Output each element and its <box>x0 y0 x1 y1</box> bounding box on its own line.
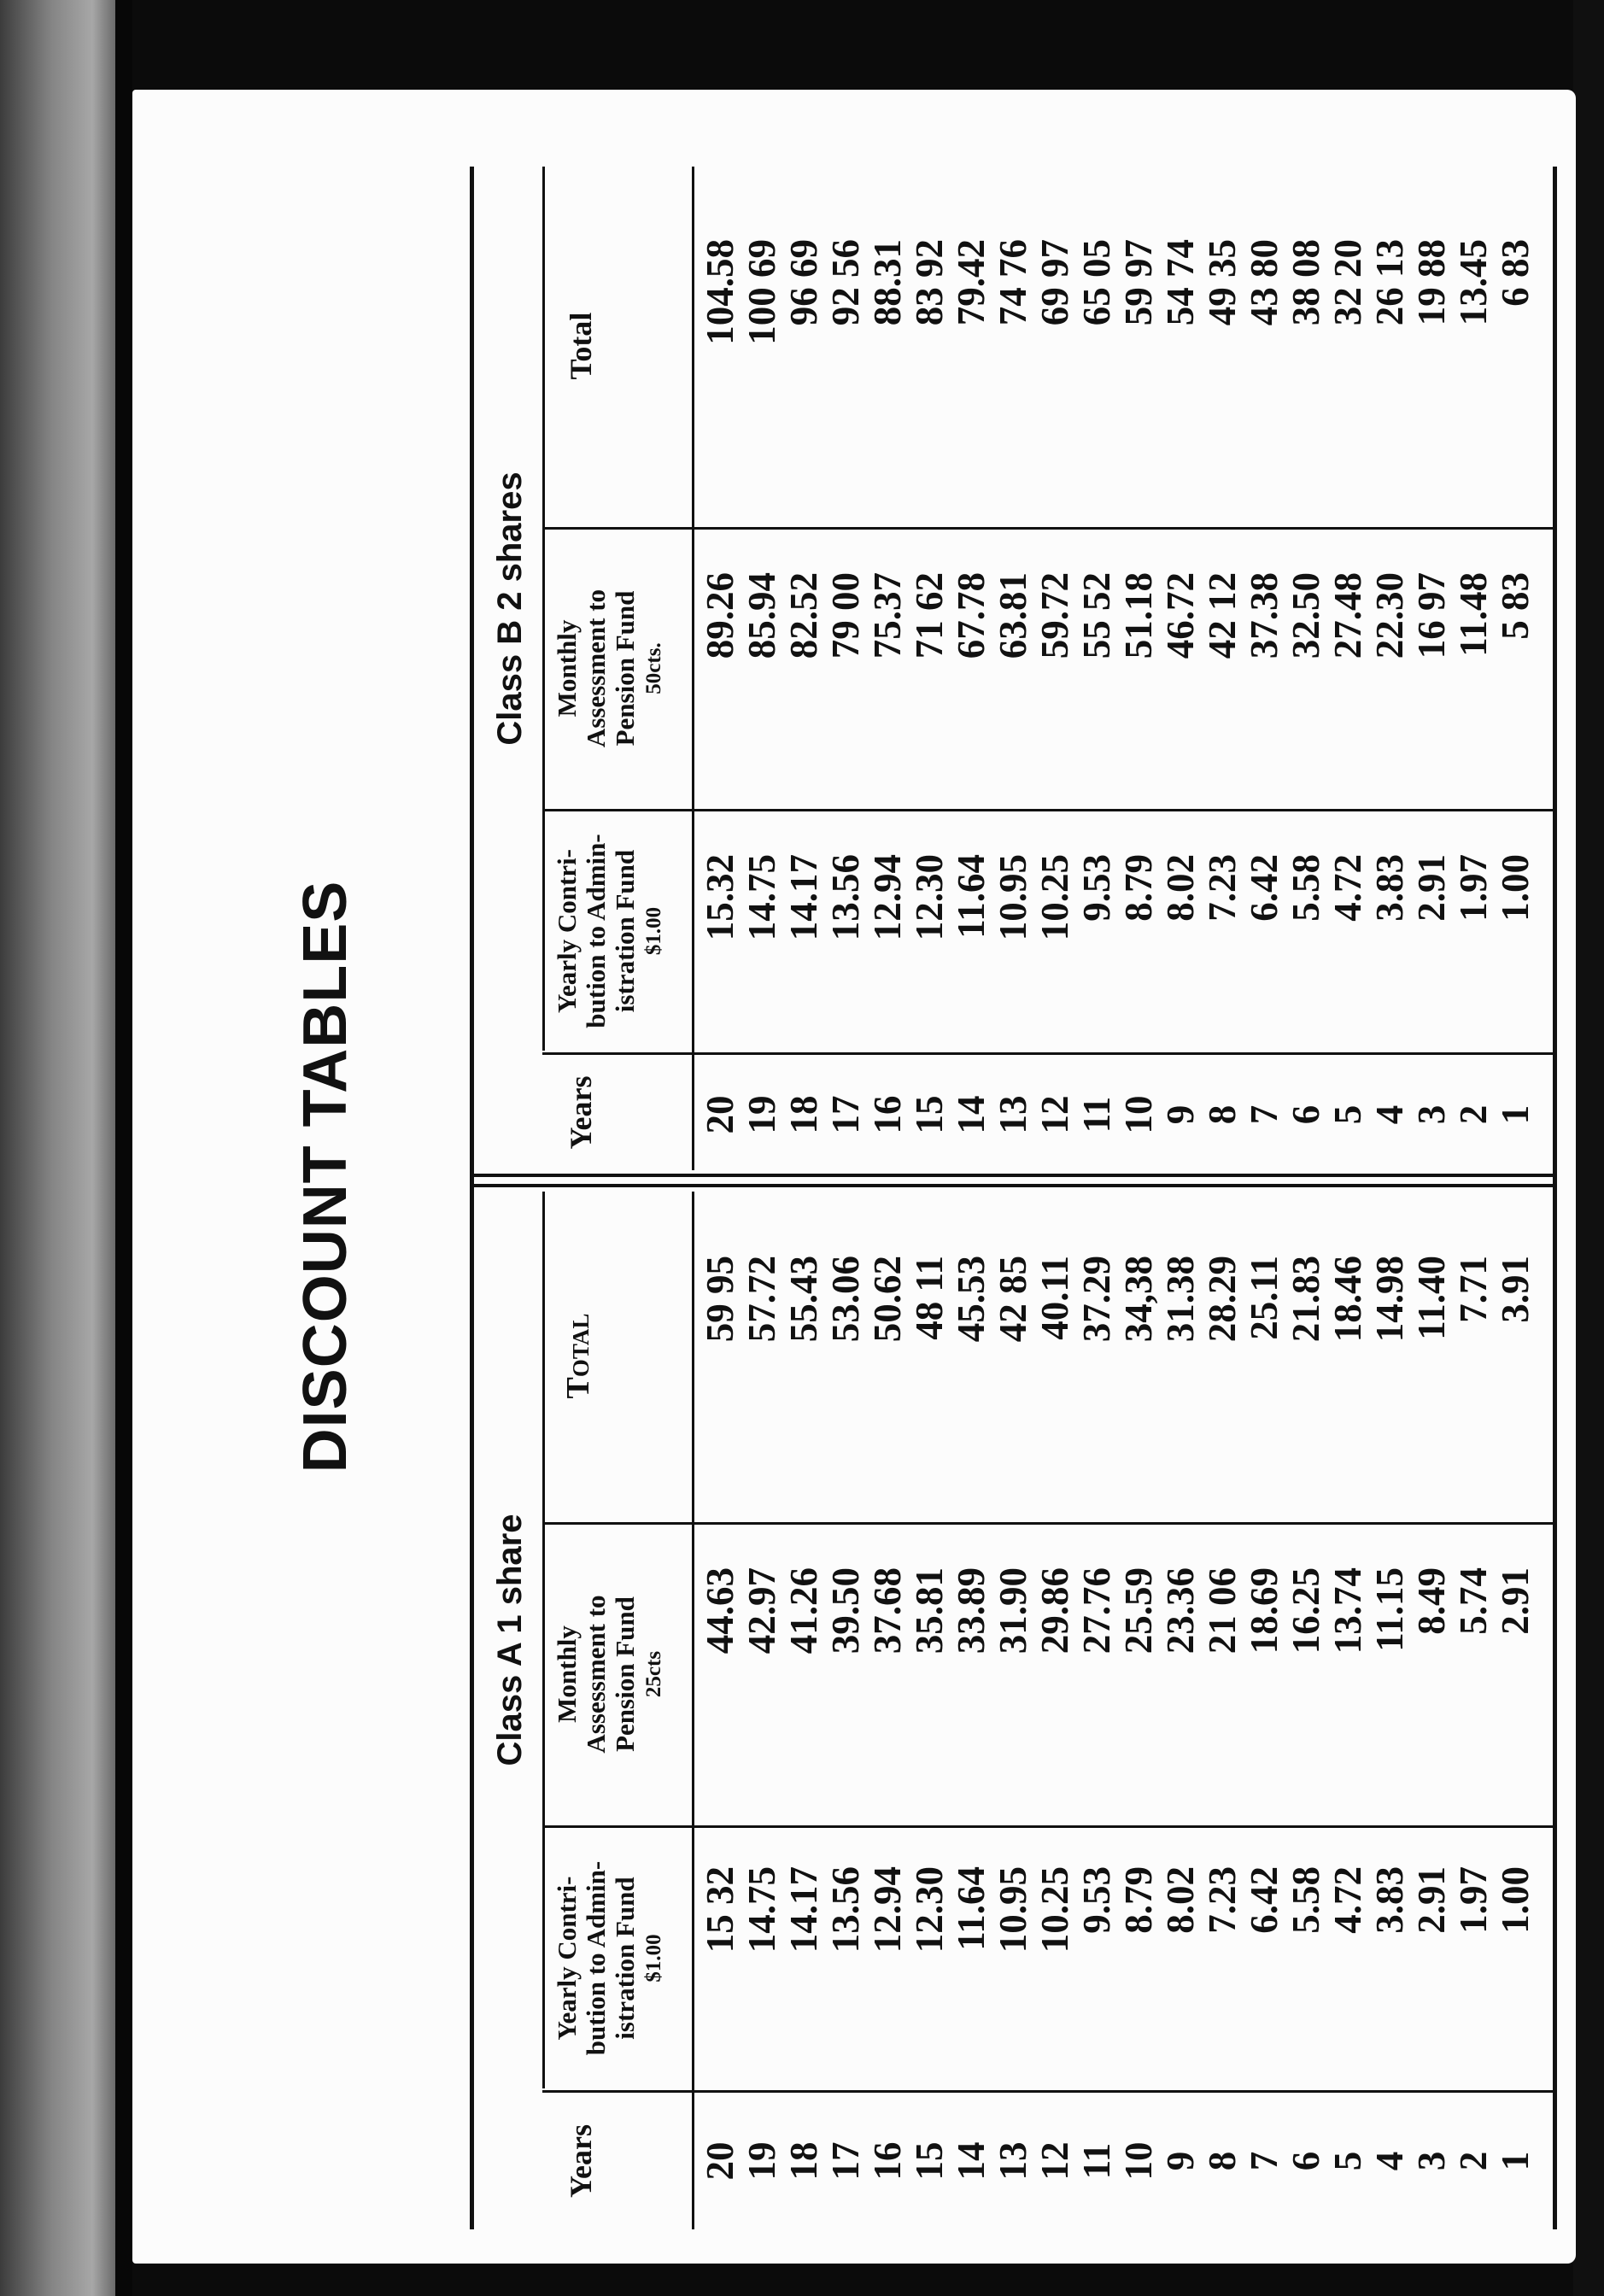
class-b-years-cell: 17 <box>824 1095 867 1134</box>
class-b-monthly-cell: 42 12 <box>1201 572 1244 659</box>
class-b-yearly-cell: 10.25 <box>1033 854 1076 941</box>
class-a-monthly-cell: 42.97 <box>741 1567 783 1655</box>
class-a-monthly-column <box>700 1567 1537 1819</box>
class-b-total-cell: 96 69 <box>782 239 825 326</box>
class-a-years-cell: 13 <box>992 2141 1034 2181</box>
class-a-years-cell: 4 <box>1368 2151 1411 2171</box>
class-a-yearly-cell: 11.64 <box>950 1866 992 1951</box>
class-a-years-cell: 14 <box>950 2141 992 2181</box>
class-a-total-cell: 25.11 <box>1243 1256 1285 1340</box>
class-b-monthly-cell: 51.18 <box>1117 572 1160 659</box>
class-b-monthly-header <box>553 530 669 807</box>
class-b-years-cell: 19 <box>741 1095 783 1134</box>
class-a-yearly-cell: 10.25 <box>1033 1866 1076 1953</box>
class-b-years-cell: 14 <box>950 1095 992 1134</box>
class-a-years-cell: 17 <box>824 2141 867 2181</box>
class-b-total-cell: 13.45 <box>1452 239 1495 326</box>
class-a-total-cell: 21.83 <box>1285 1256 1327 1343</box>
class-b-years-header: Years <box>564 1075 598 1150</box>
class-a-years-cell: 3 <box>1410 2151 1453 2171</box>
class-a-yearly-cell: 7.23 <box>1201 1866 1244 1934</box>
class-a-years-cell: 12 <box>1033 2141 1076 2181</box>
class-a-monthly-cell: 23.36 <box>1159 1567 1202 1655</box>
class-a-yearly-cell: 6.42 <box>1243 1866 1285 1934</box>
class-b-yearly-cell: 6.42 <box>1243 854 1285 922</box>
class-a-yearly-cell: 4.72 <box>1326 1866 1369 1934</box>
class-b-yearly-cell: 1.00 <box>1494 854 1537 922</box>
class-a-yearly-cell: 5.58 <box>1285 1866 1327 1934</box>
class-a-total-cell: 59 95 <box>699 1256 741 1343</box>
class-b-monthly-cell: 82.52 <box>782 572 825 659</box>
class-a-monthly-cell: 16.25 <box>1285 1567 1327 1655</box>
class-b-yearly-header <box>553 811 669 1051</box>
class-b-monthly-cell: 71 62 <box>908 572 951 659</box>
class-b-total-cell: 54 74 <box>1159 239 1202 326</box>
class-a-col-sep-2 <box>542 1825 1554 1828</box>
class-b-yearly-column <box>700 854 1537 1046</box>
class-a-yearly-cell: 2.91 <box>1410 1866 1453 1934</box>
class-a-yearly-header-line3: istration Fund <box>610 1877 640 2040</box>
class-b-monthly-cell: 79 00 <box>824 572 867 659</box>
class-a-yearly-cell: 13.56 <box>824 1866 867 1953</box>
discount-tables-content <box>132 90 1576 2264</box>
class-a-yearly-cell: 15 32 <box>699 1866 741 1953</box>
class-b-col-sep-2 <box>542 809 1554 811</box>
class-b-monthly-cell: 85.94 <box>741 572 783 659</box>
class-b-total-cell: 83 92 <box>908 239 951 326</box>
class-b-monthly-cell: 32.50 <box>1285 572 1327 659</box>
class-a-years-cell: 1 <box>1494 2151 1537 2171</box>
class-a-years-cell: 18 <box>782 2141 825 2181</box>
class-b-years-cell: 2 <box>1452 1104 1495 1125</box>
class-b-monthly-header-line3: Pension Fund <box>610 590 640 747</box>
class-a-years-cell: 20 <box>699 2141 741 2181</box>
class-a-total-cell: 14.98 <box>1368 1256 1411 1343</box>
class-b-header-rule <box>692 167 694 1170</box>
class-a-years-cell: 16 <box>866 2141 909 2181</box>
class-b-years-cell: 13 <box>992 1095 1034 1134</box>
class-b-monthly-cell: 89.26 <box>699 572 741 659</box>
class-a-yearly-cell: 9.53 <box>1075 1866 1118 1934</box>
class-a-total-cell: 55.43 <box>782 1256 825 1343</box>
class-b-yearly-cell: 10.95 <box>992 854 1034 941</box>
class-a-total-cell: 28.29 <box>1201 1256 1244 1343</box>
class-b-total-cell: 104.58 <box>699 239 741 345</box>
class-a-monthly-header-line1: Monthly <box>552 1625 582 1723</box>
class-b-years-cell: 11 <box>1075 1096 1118 1133</box>
class-b-monthly-cell: 16 97 <box>1410 572 1453 659</box>
class-b-monthly-cell: 37.38 <box>1243 572 1285 659</box>
table-top-rule <box>470 167 474 2229</box>
class-b-monthly-cell: 5 83 <box>1494 572 1537 640</box>
class-a-yearly-cell: 1.00 <box>1494 1866 1537 1934</box>
class-b-monthly-header-line2: Assessment to <box>581 589 611 748</box>
class-b-yearly-cell: 9.53 <box>1075 854 1118 922</box>
class-b-years-cell: 10 <box>1117 1095 1160 1134</box>
class-a-col-sep-1 <box>542 2090 1554 2093</box>
class-a-monthly-cell: 29.86 <box>1033 1567 1076 1655</box>
class-a-monthly-header-line3: Pension Fund <box>610 1596 640 1752</box>
class-b-years-cell: 8 <box>1201 1104 1244 1125</box>
class-b-total-cell: 79.42 <box>950 239 992 326</box>
class-b-monthly-cell: 75.37 <box>866 572 909 659</box>
class-b-total-cell: 38 08 <box>1285 239 1327 326</box>
class-a-monthly-cell: 27.76 <box>1075 1567 1118 1655</box>
class-b-monthly-cell: 63.81 <box>992 572 1034 659</box>
class-a-monthly-cell: 11.15 <box>1368 1567 1411 1652</box>
class-b-yearly-cell: 8.02 <box>1159 854 1202 922</box>
class-b-years-cell: 6 <box>1285 1104 1327 1125</box>
class-a-total-cell: 31.38 <box>1159 1256 1202 1343</box>
class-a-total-cell: 50.62 <box>866 1256 909 1343</box>
class-b-years-cell: 15 <box>908 1095 951 1134</box>
class-b-heading-rule <box>542 167 545 1051</box>
class-a-yearly-cell: 12.94 <box>866 1866 909 1953</box>
class-divider-rule-2 <box>470 1174 1554 1177</box>
class-b-monthly-cell: 27.48 <box>1326 572 1369 659</box>
class-b-yearly-cell: 14.75 <box>741 854 783 941</box>
class-a-yearly-cell: 14.17 <box>782 1866 825 1953</box>
class-a-monthly-cell: 41.26 <box>782 1567 825 1655</box>
book-gutter <box>115 0 132 2296</box>
class-a-monthly-header <box>553 1525 669 1824</box>
class-b-years-cell: 20 <box>699 1095 741 1134</box>
class-b-yearly-cell: 8.79 <box>1117 854 1160 922</box>
class-b-yearly-cell: 2.91 <box>1410 854 1453 922</box>
class-b-yearly-header-line2: bution to Admin- <box>581 834 611 1028</box>
class-b-col-sep-1 <box>542 1052 1554 1055</box>
class-a-total-cell: 37.29 <box>1075 1256 1118 1343</box>
page-title: DISCOUNT TABLES <box>291 880 360 1473</box>
class-a-total-cell: 7.71 <box>1452 1256 1495 1323</box>
class-b-years-cell: 4 <box>1368 1104 1411 1125</box>
class-b-yearly-header-line3: istration Fund <box>610 849 640 1013</box>
class-a-yearly-header-line2: bution to Admin- <box>581 1860 611 2056</box>
class-a-years-cell: 15 <box>908 2141 951 2181</box>
class-a-years-cell: 9 <box>1159 2151 1202 2171</box>
class-b-monthly-header-line1: Monthly <box>552 619 582 718</box>
class-a-years-cell: 6 <box>1285 2151 1327 2171</box>
class-b-monthly-cell: 22.30 <box>1368 572 1411 659</box>
class-b-yearly-cell: 4.72 <box>1326 854 1369 922</box>
class-a-years-cell: 8 <box>1201 2151 1244 2171</box>
class-a-monthly-cell: 39.50 <box>824 1567 867 1655</box>
class-b-total-cell: 49 35 <box>1201 239 1244 326</box>
class-b-yearly-cell: 11.64 <box>950 854 992 939</box>
scan-border <box>1573 0 1604 2296</box>
class-a-monthly-cell: 37.68 <box>866 1567 909 1655</box>
class-a-yearly-cell: 1.97 <box>1452 1866 1495 1934</box>
class-a-yearly-cell: 8.02 <box>1159 1866 1202 1934</box>
class-a-monthly-cell: 35.81 <box>908 1567 951 1655</box>
class-a-monthly-cell: 31.90 <box>992 1567 1034 1655</box>
class-a-monthly-cell: 33.89 <box>950 1567 992 1655</box>
class-a-total-cell: 53.06 <box>824 1256 867 1343</box>
class-b-yearly-cell: 14.17 <box>782 854 825 941</box>
class-b-yearly-cell: 15.32 <box>699 854 741 941</box>
class-b-total-cell: 6 83 <box>1494 239 1537 307</box>
class-a-years-cell: 10 <box>1117 2141 1160 2181</box>
class-a-yearly-cell: 12.30 <box>908 1866 951 1953</box>
class-b-total-cell: 26 13 <box>1368 239 1411 326</box>
class-b-yearly-cell: 12.30 <box>908 854 951 941</box>
class-a-col-sep-3 <box>542 1522 1554 1525</box>
class-a-years-cell: 7 <box>1243 2151 1285 2171</box>
class-b-total-cell: 69 97 <box>1033 239 1076 326</box>
class-a-monthly-cell: 21 06 <box>1201 1567 1244 1655</box>
class-a-yearly-cell: 8.79 <box>1117 1866 1160 1934</box>
document-page <box>132 90 1576 2264</box>
class-a-monthly-cell: 8.49 <box>1410 1567 1453 1635</box>
class-a-yearly-cell: 10.95 <box>992 1866 1034 1953</box>
class-a-monthly-header-rate: 25cts <box>642 1650 665 1698</box>
class-b-total-cell: 19 88 <box>1410 239 1453 326</box>
class-a-years-cell: 19 <box>741 2141 783 2181</box>
class-b-years-cell: 7 <box>1243 1104 1285 1125</box>
class-a-total-header: Total <box>560 1313 596 1399</box>
class-a-monthly-cell: 5.74 <box>1452 1567 1495 1635</box>
class-a-yearly-header-rate: $1.00 <box>642 1934 665 1983</box>
class-b-yearly-cell: 5.58 <box>1285 854 1327 922</box>
class-b-yearly-cell: 3.83 <box>1368 854 1411 922</box>
class-a-monthly-cell: 18.69 <box>1243 1567 1285 1655</box>
class-a-yearly-cell: 14.75 <box>741 1866 783 1953</box>
class-a-yearly-header <box>553 1828 669 2088</box>
class-a-total-cell: 57.72 <box>741 1256 783 1343</box>
class-b-monthly-cell: 67.78 <box>950 572 992 659</box>
table-bottom-rule <box>1553 167 1557 2229</box>
class-b-years-cell: 3 <box>1410 1104 1453 1125</box>
class-b-yearly-header-rate: $1.00 <box>642 906 665 956</box>
class-b-total-cell: 59 97 <box>1117 239 1160 326</box>
class-a-monthly-cell: 44.63 <box>699 1567 741 1655</box>
class-b-yearly-cell: 1.97 <box>1452 854 1495 922</box>
class-a-header-rule <box>692 1192 694 2229</box>
class-b-total-cell: 74 76 <box>992 239 1034 326</box>
class-a-total-cell: 34,38 <box>1117 1256 1160 1343</box>
class-b-years-cell: 18 <box>782 1095 825 1134</box>
class-b-years-cell: 1 <box>1494 1104 1537 1125</box>
class-a-total-cell: 18.46 <box>1326 1256 1369 1343</box>
class-b-total-cell: 65 05 <box>1075 239 1118 326</box>
class-a-total-cell: 11.40 <box>1410 1256 1453 1340</box>
class-a-total-cell: 3.91 <box>1494 1256 1537 1323</box>
class-b-col-sep-3 <box>542 527 1554 530</box>
class-b-years-column <box>700 1063 1537 1166</box>
class-a-years-cell: 2 <box>1452 2151 1495 2171</box>
class-a-yearly-header-line1: Yearly Contri- <box>552 1876 582 2041</box>
class-b-total-cell: 92 56 <box>824 239 867 326</box>
class-a-heading: Class A 1 share <box>491 1514 529 1766</box>
class-a-monthly-cell: 13.74 <box>1326 1567 1369 1655</box>
class-a-yearly-column <box>700 1866 1537 2080</box>
class-b-years-cell: 5 <box>1326 1104 1369 1125</box>
class-b-monthly-cell: 59.72 <box>1033 572 1076 659</box>
class-b-total-cell: 43 80 <box>1243 239 1285 326</box>
class-b-total-cell: 100 69 <box>741 239 783 345</box>
class-b-years-cell: 12 <box>1033 1095 1076 1134</box>
class-a-yearly-cell: 3.83 <box>1368 1866 1411 1934</box>
class-a-heading-rule <box>542 1192 545 2088</box>
class-b-years-cell: 16 <box>866 1095 909 1134</box>
class-b-total-column <box>700 239 1537 521</box>
class-b-yearly-header-line1: Yearly Contri- <box>552 849 582 1013</box>
class-b-years-cell: 9 <box>1159 1104 1202 1125</box>
class-a-total-cell: 40.11 <box>1033 1256 1076 1340</box>
class-b-total-header: Total <box>564 312 598 380</box>
class-a-years-cell: 5 <box>1326 2151 1369 2171</box>
class-b-monthly-header-rate: 50cts. <box>642 642 665 694</box>
class-a-total-cell: 48 11 <box>908 1256 951 1340</box>
class-b-monthly-cell: 11.48 <box>1452 572 1495 657</box>
facing-page-edge <box>0 0 115 2296</box>
class-b-total-cell: 88.31 <box>866 239 909 326</box>
class-b-yearly-cell: 7.23 <box>1201 854 1244 922</box>
class-b-yearly-cell: 13.56 <box>824 854 867 941</box>
class-b-yearly-cell: 12.94 <box>866 854 909 941</box>
class-a-years-header: Years <box>564 2124 598 2198</box>
class-a-years-column <box>700 2106 1537 2217</box>
class-a-monthly-cell: 2.91 <box>1494 1567 1537 1635</box>
class-divider-rule <box>470 1184 1554 1187</box>
class-b-monthly-column <box>700 572 1537 803</box>
class-a-total-cell: 45.53 <box>950 1256 992 1343</box>
class-a-total-cell: 42 85 <box>992 1256 1034 1343</box>
class-a-monthly-header-line2: Assessment to <box>581 1595 611 1754</box>
class-a-years-cell: 11 <box>1075 2142 1118 2180</box>
class-a-total-column <box>700 1256 1537 1516</box>
class-b-monthly-cell: 55 52 <box>1075 572 1118 659</box>
class-b-total-cell: 32 20 <box>1326 239 1369 326</box>
class-a-monthly-cell: 25.59 <box>1117 1567 1160 1655</box>
class-b-heading: Class B 2 shares <box>491 472 529 746</box>
class-b-monthly-cell: 46.72 <box>1159 572 1202 659</box>
